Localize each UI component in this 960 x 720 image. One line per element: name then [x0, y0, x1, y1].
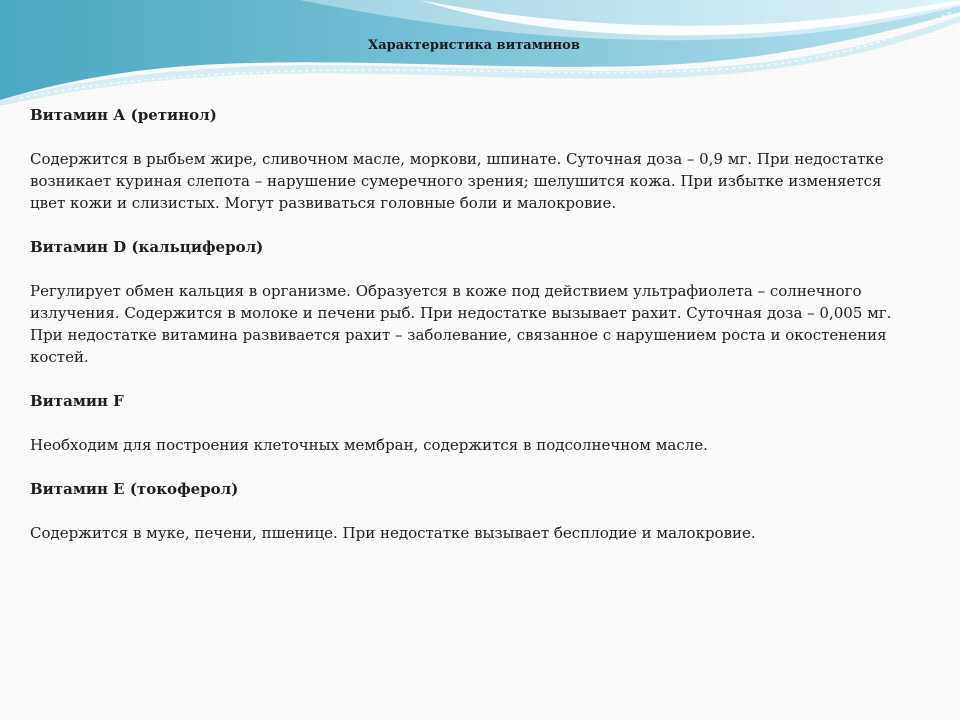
section-text-vitamin-a: Содержится в рыбьем жире, сливочном масле, моркови, шпинате. Суточная доза – 0,9 мг. При недостатке возникает куриная слепота – нарушение сумеречного зрения; шелушится кожа. При избытке изменяется цвет кожи и слизистых. Могут развиваться головные боли и малокровие.	[30, 150, 884, 212]
header-wave-decoration	[0, 0, 960, 110]
section-text-vitamin-d: Регулирует обмен кальция в организме. Образуется в коже под действием ультрафиолета – солнечного излучения. Содержится в молоке и печени рыб. При недостатке вызывает рахит. Суточная доза – 0,005 мг. При недостатке витамина развивается рахит – заболевание, связанное с нарушением роста и окостенения костей.	[30, 282, 892, 366]
section-text-vitamin-e: Содержится в муке, печени, пшенице. При недостатке вызывает бесплодие и малокровие.	[30, 524, 756, 542]
section-heading-vitamin-f: Витамин F	[30, 392, 124, 410]
section-text-vitamin-f: Необходим для построения клеточных мембран, содержится в подсолнечном масле.	[30, 436, 708, 454]
slide-content	[30, 104, 910, 566]
section-heading-vitamin-d: Витамин D (кальциферол)	[30, 238, 264, 256]
section-heading-vitamin-a: Витамин А (ретинол)	[30, 106, 217, 124]
slide-title: Характеристика витаминов	[368, 38, 580, 53]
section-heading-vitamin-e: Витамин Е (токоферол)	[30, 480, 239, 498]
